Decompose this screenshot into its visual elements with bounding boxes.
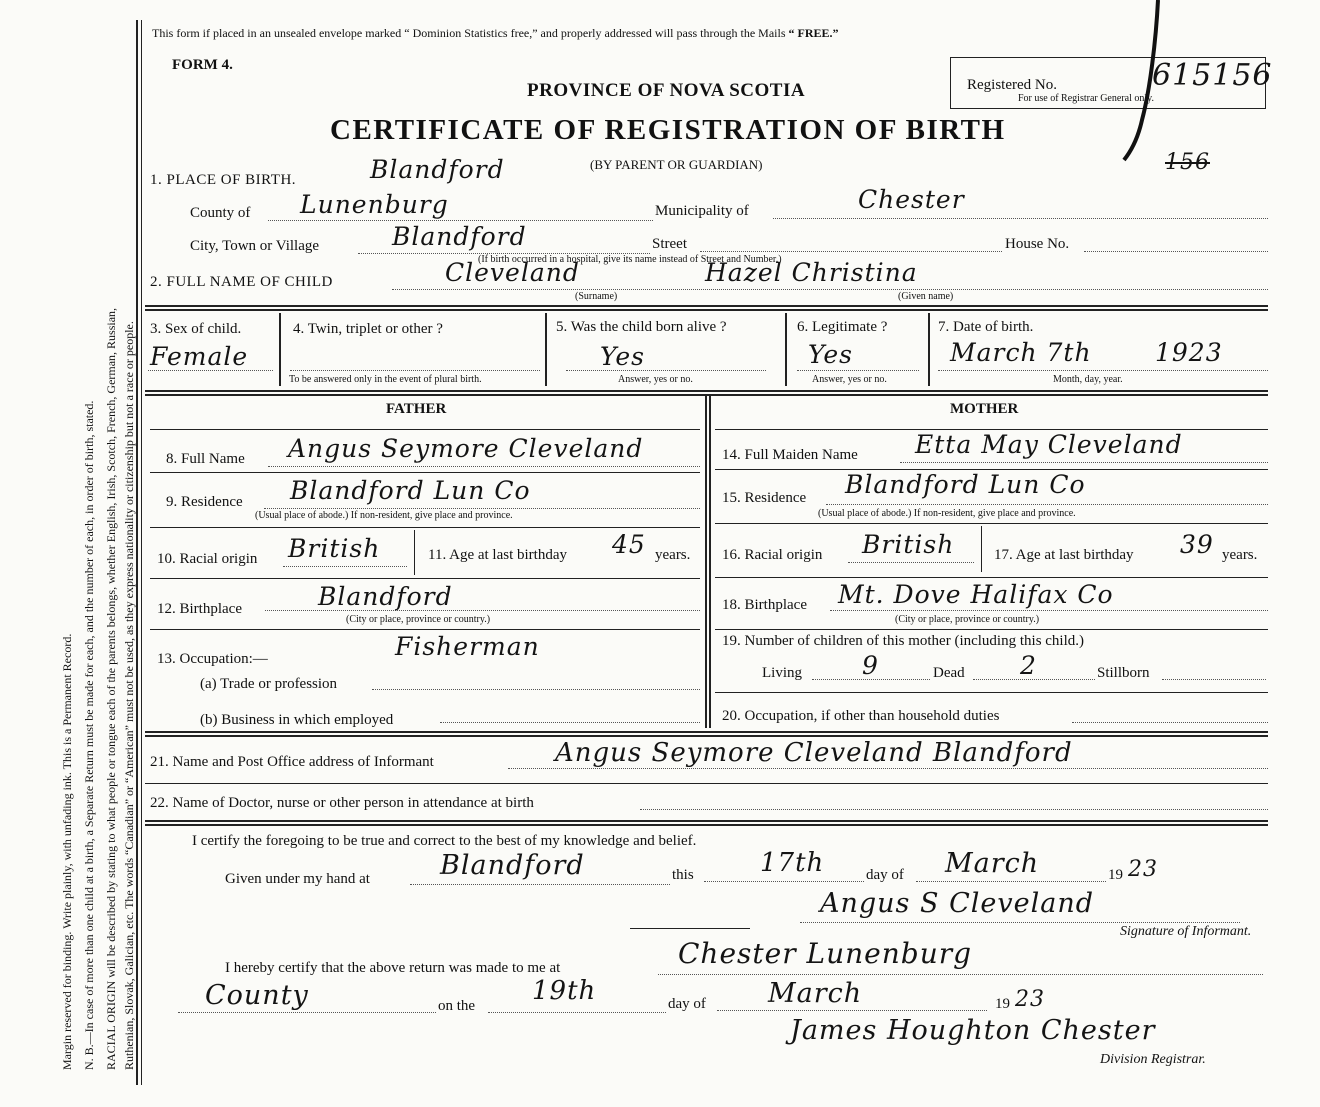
registrar-place-county: County — [205, 980, 309, 1011]
father-rule-3 — [150, 527, 700, 528]
registrar-year: 23 — [1015, 987, 1045, 1012]
father-racial-value: British — [288, 534, 381, 563]
father-rule-4 — [150, 578, 700, 579]
dob-year: 1923 — [1155, 338, 1223, 367]
registrar-caption: Division Registrar. — [1100, 1052, 1206, 1067]
given-place: Blandford — [440, 850, 585, 881]
father-rule-1 — [150, 429, 700, 430]
mother-residence-value: Blandford Lun Co — [845, 470, 1086, 499]
father-rule-2 — [150, 472, 700, 473]
street-note: (If birth occurred in a hospital, give its name instead of Street and Number.) — [478, 254, 782, 265]
pen-stroke — [1110, 0, 1170, 165]
father-trade-line — [372, 689, 700, 690]
living-label: Living — [762, 665, 802, 681]
certify-separator — [630, 928, 750, 929]
registrar-signature: James Houghton Chester — [790, 1015, 1156, 1046]
mother-rule-4 — [715, 577, 1268, 578]
registrar-place-line — [658, 974, 1263, 975]
sex-value: Female — [150, 342, 249, 371]
margin-note-binding: Margin reserved for binding. Write plainly, with unfading ink. This is a Permanent Record. — [60, 633, 74, 1070]
registrar-note: For use of Registrar General only. — [1018, 93, 1154, 104]
legit-value: Yes — [808, 340, 853, 369]
margin-note-nb: N. B.—In case of more than one child at a birth, a Separate Return must be made for each, and the number of each, in order of birth, stated. — [82, 400, 96, 1070]
father-age-div — [414, 530, 415, 575]
rule-22-2 — [145, 824, 1268, 826]
row3-div-3 — [785, 313, 787, 386]
place-of-birth-label: 1. PLACE OF BIRTH. — [150, 172, 297, 188]
mother-racial-line — [848, 562, 974, 563]
informant-signature-line — [800, 922, 1240, 923]
legit-label: 6. Legitimate ? — [797, 319, 888, 335]
registrar-place: Chester Lunenburg — [678, 937, 973, 970]
mother-age-value: 39 — [1180, 530, 1214, 559]
certificate-subtitle: (BY PARENT OR GUARDIAN) — [590, 157, 763, 172]
child-name-line — [392, 289, 1268, 290]
row3-div-2 — [545, 313, 547, 386]
form-number: FORM 4. — [172, 57, 233, 73]
mother-occupation-label: 20. Occupation, if other than household duties — [722, 708, 1000, 724]
legit-caption: Answer, yes or no. — [812, 374, 887, 385]
house-label: House No. — [1005, 236, 1070, 252]
sex-label: 3. Sex of child. — [150, 321, 242, 337]
given-day-of-label: day of — [866, 867, 904, 883]
given-label: Given under my hand at — [225, 871, 370, 887]
given-year-prefix: 19 — [1108, 867, 1123, 883]
registrar-month-line — [717, 1010, 987, 1011]
father-rule-5 — [150, 629, 700, 630]
margin-note-racial-2: Ruthenian, Slovak, Galician, etc. The words “Canadian” or “American” must not be used, as they express nationality or citizenship but not a race or people. — [122, 321, 136, 1070]
this-label: this — [672, 867, 694, 883]
mother-age-div — [981, 526, 982, 572]
father-racial-line — [283, 566, 407, 567]
twin-label: 4. Twin, triplet or other ? — [293, 321, 443, 337]
rule-mid — [145, 390, 1268, 392]
given-year: 23 — [1128, 857, 1158, 882]
dob-caption: Month, day, year. — [1053, 374, 1123, 385]
alive-caption: Answer, yes or no. — [618, 374, 693, 385]
surname-caption: (Surname) — [575, 291, 618, 302]
mother-rule-6 — [715, 692, 1268, 693]
alive-label: 5. Was the child born alive ? — [556, 319, 727, 335]
street-line — [700, 251, 1002, 252]
dob-value: March 7th — [950, 338, 1092, 367]
rule-22 — [145, 820, 1268, 822]
certificate-title: CERTIFICATE OF REGISTRATION OF BIRTH — [330, 114, 1006, 146]
mother-birthplace-label: 18. Birthplace — [722, 597, 807, 613]
certify-statement: I certify the foregoing to be true and correct to the best of my knowledge and belief. — [192, 833, 697, 849]
rule-lower — [145, 731, 1268, 733]
dead-label: Dead — [933, 665, 965, 681]
municipality-line — [773, 218, 1268, 219]
alive-value: Yes — [600, 342, 645, 371]
father-birthplace-value: Blandford — [318, 582, 453, 611]
month-line — [916, 881, 1106, 882]
informant-label: 21. Name and Post Office address of Informant — [150, 754, 434, 770]
given-month: March — [945, 848, 1040, 879]
margin-note-racial-1: RACIAL ORIGIN will be described by stating to what people or tongue each of the parents belongs, whether English, Irish, Scotch, French, German, Russian, — [104, 307, 118, 1070]
mother-birthplace-line — [830, 610, 1268, 611]
doctor-label: 22. Name of Doctor, nurse or other person in attendance at birth — [150, 795, 534, 811]
registrar-on-the-label: on the — [438, 998, 476, 1014]
mother-rule-5 — [715, 629, 1268, 630]
mother-residence-label: 15. Residence — [722, 490, 807, 506]
registered-label: Registered No. — [967, 77, 1057, 93]
county-value: Lunenburg — [300, 190, 449, 219]
parents-divider — [705, 396, 707, 728]
father-residence-label: 9. Residence — [166, 494, 243, 510]
child-given-name: Hazel Christina — [705, 258, 918, 287]
dob-line — [938, 370, 1268, 371]
living-value: 9 — [862, 651, 879, 680]
registrar-county-line — [178, 1012, 436, 1013]
father-business-line — [440, 722, 700, 723]
mother-rule-3 — [715, 523, 1268, 524]
father-business-label: (b) Business in which employed — [200, 712, 394, 728]
street-label: Street — [652, 236, 687, 252]
side-mark: 156 — [1165, 150, 1210, 175]
father-residence-line — [264, 508, 700, 509]
mother-birthplace-value: Mt. Dove Halifax Co — [838, 580, 1114, 609]
house-line — [1084, 251, 1268, 252]
city-label: City, Town or Village — [190, 238, 320, 254]
mother-name-value: Etta May Cleveland — [915, 430, 1183, 459]
county-line — [268, 220, 653, 221]
father-racial-label: 10. Racial origin — [157, 551, 258, 567]
municipality-value: Chester — [858, 185, 965, 214]
child-name-label: 2. FULL NAME OF CHILD — [150, 274, 333, 290]
father-name-line — [268, 466, 700, 467]
informant-signature: Angus S Cleveland — [820, 888, 1094, 919]
legit-line — [797, 370, 919, 371]
parents-divider-2 — [709, 396, 711, 728]
dead-value: 2 — [1020, 651, 1037, 680]
mother-heading: MOTHER — [950, 401, 1019, 417]
twin-line — [290, 370, 540, 371]
father-residence-value: Blandford Lun Co — [290, 476, 531, 505]
city-value: Blandford — [392, 222, 527, 251]
father-trade-label: (a) Trade or profession — [200, 676, 338, 692]
father-heading: FATHER — [386, 401, 447, 417]
father-residence-note: (Usual place of abode.) If non-resident, give place and province. — [255, 510, 513, 521]
father-occupation-label: 13. Occupation:— — [157, 651, 268, 667]
given-day: 17th — [760, 848, 825, 878]
mother-racial-value: British — [862, 530, 955, 559]
father-name-value: Angus Seymore Cleveland — [288, 434, 644, 463]
registered-number: 615156 — [1152, 58, 1273, 93]
place-of-birth-value: Blandford — [370, 155, 505, 184]
informant-caption: Signature of Informant. — [1120, 924, 1252, 939]
registrar-day: 19th — [532, 976, 597, 1006]
father-birthplace-label: 12. Birthplace — [157, 601, 242, 617]
rule-top-2 — [145, 309, 1268, 311]
mother-birthplace-note: (City or place, province or country.) — [895, 614, 1040, 625]
postal-note: This form if placed in an unsealed envelope marked “ Dominion Statistics free,” and properly addressed will pass through the Mails “ FREE.” — [152, 26, 839, 40]
sex-line — [148, 370, 273, 371]
rule-mid-2 — [145, 394, 1268, 396]
registrar-year-prefix: 19 — [995, 996, 1010, 1012]
row3-div-4 — [928, 313, 930, 386]
province-title: PROVINCE OF NOVA SCOTIA — [527, 80, 806, 101]
mother-age-label: 17. Age at last birthday — [994, 547, 1134, 563]
given-place-line — [410, 884, 670, 885]
county-label: County of — [190, 205, 251, 221]
mother-name-label: 14. Full Maiden Name — [722, 447, 858, 463]
margin-rule — [136, 20, 138, 1085]
margin-rule-inner — [141, 20, 142, 1085]
twin-note: To be answered only in the event of plural birth. — [289, 374, 482, 385]
alive-line — [566, 370, 766, 371]
informant-line — [508, 768, 1268, 769]
stillborn-line — [1162, 679, 1266, 680]
father-age-unit: years. — [655, 547, 691, 563]
rule-21 — [145, 783, 1268, 784]
rule-lower-2 — [145, 735, 1268, 737]
day-line — [704, 881, 864, 882]
father-age-label: 11. Age at last birthday — [428, 547, 567, 563]
mother-age-unit: years. — [1222, 547, 1258, 563]
father-name-label: 8. Full Name — [166, 451, 245, 467]
registrar-month: March — [768, 978, 863, 1009]
row3-div-1 — [279, 313, 281, 386]
doctor-line — [640, 809, 1268, 810]
mother-residence-note: (Usual place of abode.) If non-resident, give place and province. — [818, 508, 1076, 519]
informant-value: Angus Seymore Cleveland Blandford — [555, 738, 1073, 768]
mother-occupation-line — [1072, 722, 1268, 723]
father-age-value: 45 — [612, 530, 646, 559]
registrar-day-line — [488, 1012, 666, 1013]
mother-racial-label: 16. Racial origin — [722, 547, 823, 563]
mother-residence-line — [826, 504, 1268, 505]
father-birthplace-note: (City or place, province or country.) — [346, 614, 491, 625]
municipality-label: Municipality of — [655, 203, 749, 219]
mother-name-line — [900, 462, 1268, 463]
registrar-day-of-label: day of — [668, 996, 706, 1012]
father-occupation-value: Fisherman — [395, 632, 540, 661]
registrar-statement: I hereby certify that the above return was made to me at — [225, 960, 561, 976]
rule-top — [145, 305, 1268, 307]
child-surname: Cleveland — [445, 258, 580, 287]
mother-children-label: 19. Number of children of this mother (including this child.) — [722, 633, 1085, 649]
dob-label: 7. Date of birth. — [938, 319, 1034, 335]
given-caption: (Given name) — [898, 291, 954, 302]
stillborn-label: Stillborn — [1097, 665, 1150, 681]
